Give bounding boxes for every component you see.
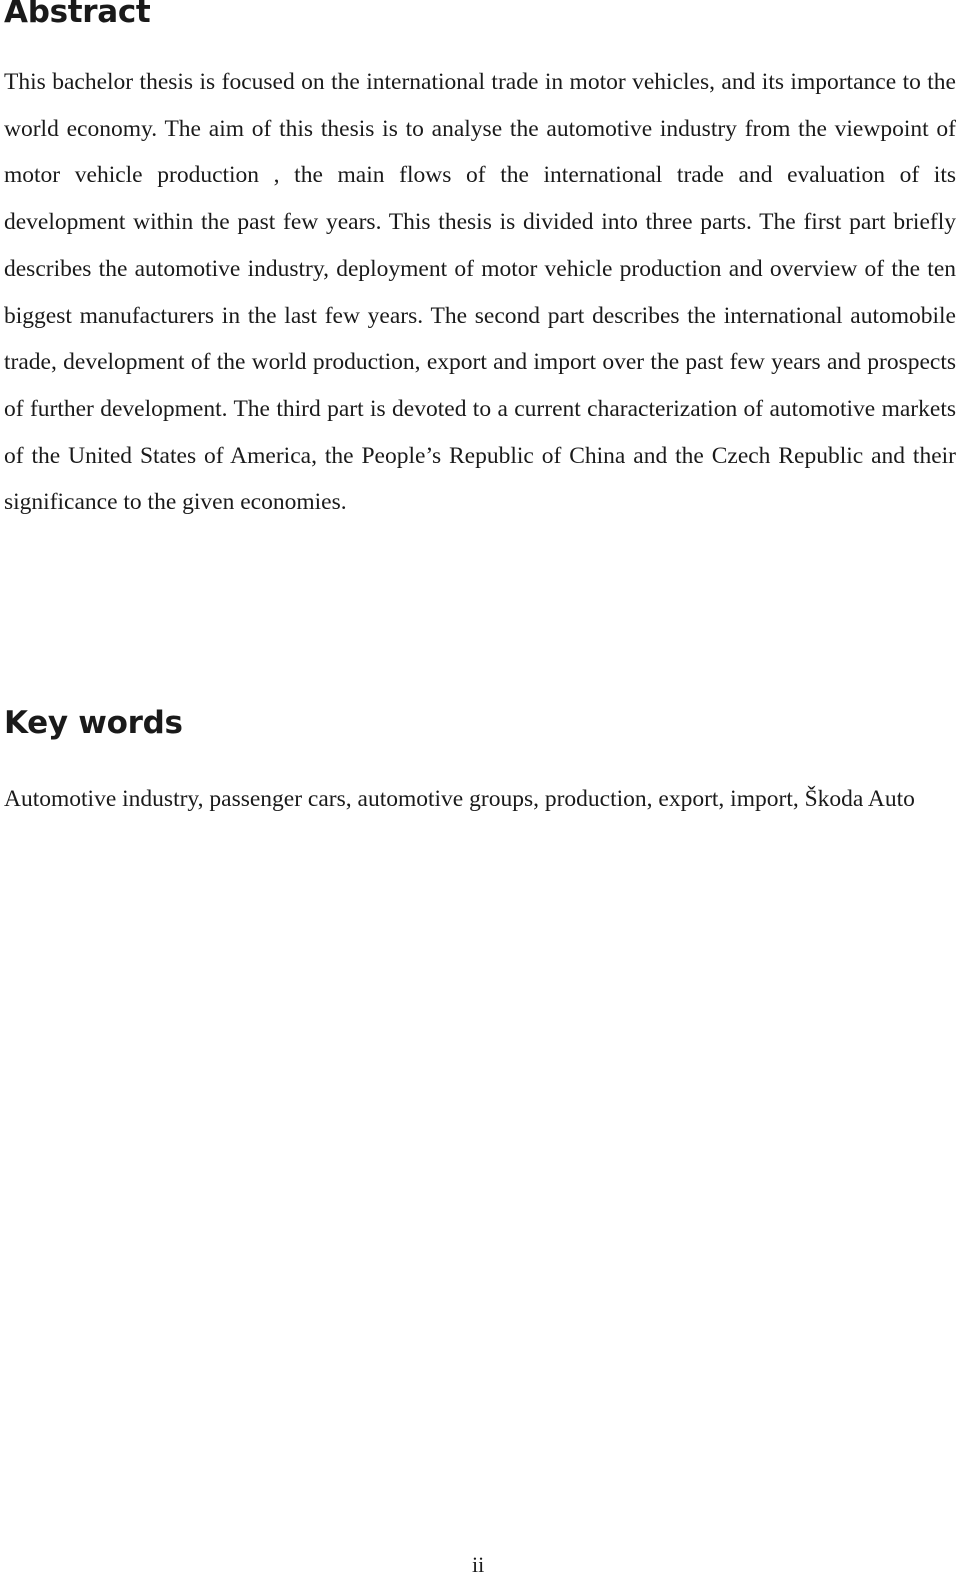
abstract-heading: Abstract xyxy=(4,0,151,30)
page-number: ii xyxy=(472,1552,485,1577)
abstract-paragraph: This bachelor thesis is focused on the international trade in motor vehicles, and its importance to the world economy. The aim of this thesis is to analyse the automotive industry from the viewpoint of motor vehicle production , the main flows of the international trade and evaluation of its development within the past few years. This thesis is divided into three parts. The first part briefly describes the automotive industry, deployment of motor vehicle production and overview of the ten biggest manufacturers in the last few years. The second part describes the international automobile trade, development of the world production, export and import over the past few years and prospects of further development. The third part is devoted to a current characterization of automotive markets of the United States of America, the People’s Republic of China and the Czech Republic and their significance to the given economies. xyxy=(4,69,956,516)
keywords-heading: Key words xyxy=(4,705,183,741)
document-page xyxy=(4,0,956,1584)
keywords-paragraph: Automotive industry, passenger cars, automotive groups, production, export, import, Škoda Auto xyxy=(4,786,915,812)
